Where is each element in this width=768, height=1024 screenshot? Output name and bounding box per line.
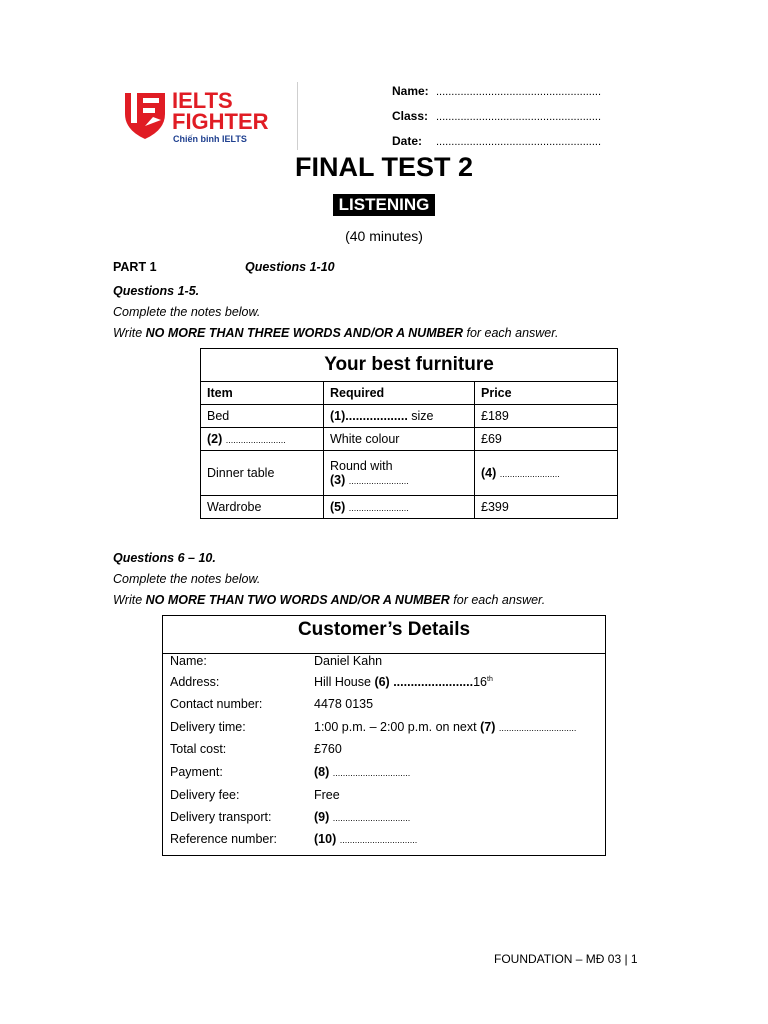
question-number: (1)	[330, 409, 346, 423]
question-number: (5)	[330, 500, 346, 514]
item-text: Bed	[207, 409, 230, 423]
cell-item: Wardrobe	[201, 496, 324, 519]
header-required: Required	[324, 382, 475, 405]
instr-pre: Write	[113, 593, 146, 607]
customer-details-table	[162, 615, 606, 856]
instr-bold: NO MORE THAN THREE WORDS AND/OR A NUMBER	[145, 326, 463, 340]
answer-blank: ...............................	[332, 813, 411, 823]
name-blank: ......................................................	[436, 86, 602, 98]
group2-instruction1: Complete the notes below.	[113, 572, 261, 586]
ordinal-suffix: th	[487, 675, 493, 683]
class-field[interactable]	[392, 109, 601, 123]
row-value: Free	[314, 788, 340, 802]
answer-blank: ........................	[348, 476, 409, 486]
list-item	[163, 742, 605, 762]
list-item	[163, 697, 605, 717]
part-questions: Questions 1-10	[245, 260, 335, 274]
furniture-table-title: Your best furniture	[201, 349, 618, 382]
instr-post: for each answer.	[463, 326, 559, 340]
instr-pre: Write	[113, 326, 146, 340]
answer-8[interactable]	[163, 765, 605, 785]
instr-bold: NO MORE THAN TWO WORDS AND/OR A NUMBER	[145, 593, 450, 607]
name-label: Name:	[392, 84, 429, 98]
group1-instruction2	[113, 326, 558, 340]
answer-blank: ...............................	[498, 723, 577, 733]
question-number: (7)	[480, 720, 496, 734]
req-line1: Round with	[330, 459, 393, 473]
cell-price: £189	[475, 405, 618, 428]
row-key: Name:	[170, 654, 207, 668]
row-pre: 1:00 p.m. – 2:00 p.m. on next	[314, 720, 481, 734]
row-key: Payment:	[170, 765, 223, 779]
customer-table-title: Customer’s Details	[163, 616, 605, 654]
question-number: (10)	[314, 832, 337, 846]
group1-heading: Questions 1-5.	[113, 284, 200, 298]
answer-7[interactable]	[163, 720, 605, 740]
header-price: Price	[475, 382, 618, 405]
group2-instruction2	[113, 593, 545, 607]
furniture-table	[200, 348, 618, 519]
table-row	[201, 405, 618, 428]
section-badge-wrap	[0, 194, 768, 216]
row-value: 4478 0135	[314, 697, 374, 711]
name-field[interactable]	[392, 84, 601, 98]
answer-9[interactable]	[163, 810, 605, 830]
class-label: Class:	[392, 109, 429, 123]
answer-6[interactable]	[163, 675, 605, 695]
page-footer: FOUNDATION – MĐ 03 | 1	[494, 952, 638, 966]
req-text: size	[407, 409, 434, 423]
cell-item: Dinner table	[201, 451, 324, 496]
answer-5[interactable]	[324, 496, 475, 519]
row-key: Delivery fee:	[170, 788, 240, 802]
answer-4[interactable]	[475, 451, 618, 496]
answer-10[interactable]	[163, 832, 605, 852]
instr-post: for each answer.	[449, 593, 546, 607]
question-number: (8)	[314, 765, 330, 779]
row-value: £760	[314, 742, 342, 756]
question-number: (4)	[481, 466, 497, 480]
logo-divider	[297, 82, 298, 150]
date-label: Date:	[392, 134, 423, 148]
header-item: Item	[201, 382, 324, 405]
class-blank: ......................................................	[436, 111, 602, 123]
date-blank: ......................................................	[436, 136, 602, 148]
section-badge: LISTENING	[333, 194, 436, 216]
answer-blank: .......................	[393, 675, 474, 689]
row-key: Delivery time:	[170, 720, 246, 734]
page-title: FINAL TEST 2	[294, 152, 474, 182]
logo-text-ielts: IELTS	[172, 88, 233, 113]
answer-blank: ........................	[225, 435, 286, 445]
table-row	[201, 496, 618, 519]
list-item	[163, 654, 605, 674]
list-item	[163, 788, 605, 808]
group2-heading: Questions 6 – 10.	[113, 551, 216, 565]
logo-tagline: Chiến binh IELTS	[173, 134, 247, 144]
answer-blank: ........................	[499, 469, 560, 479]
question-number: (6)	[374, 675, 390, 689]
row-pre: Hill House	[314, 675, 375, 689]
ielts-fighter-logo	[118, 84, 294, 146]
answer-1[interactable]	[324, 405, 475, 428]
answer-3[interactable]	[324, 451, 475, 496]
cell-item	[201, 405, 324, 428]
answer-2[interactable]	[201, 428, 324, 451]
logo-text-fighter: FIGHTER	[172, 109, 269, 134]
duration-text: (40 minutes)	[345, 228, 423, 244]
question-number: (3)	[330, 473, 346, 487]
row-key: Contact number:	[170, 697, 263, 711]
group1-instruction1: Complete the notes below.	[113, 305, 261, 319]
row-key: Reference number:	[170, 832, 278, 846]
table-header-row	[201, 382, 618, 405]
row-key: Address:	[170, 675, 220, 689]
table-row	[201, 428, 618, 451]
row-key: Delivery transport:	[170, 810, 272, 824]
answer-blank: ...............................	[339, 835, 418, 845]
table-row	[201, 451, 618, 496]
date-field[interactable]	[392, 134, 601, 148]
answer-blank: ...............................	[332, 768, 411, 778]
answer-blank: ........................	[348, 503, 409, 513]
row-key: Total cost:	[170, 742, 227, 756]
question-number: (2)	[207, 432, 223, 446]
cell-price: £69	[475, 428, 618, 451]
row-value: Daniel Kahn	[314, 654, 383, 668]
question-number: (9)	[314, 810, 330, 824]
row-post: 16	[473, 675, 487, 689]
cell-price: £399	[475, 496, 618, 519]
cell-required: White colour	[324, 428, 475, 451]
answer-blank: ..................	[345, 409, 408, 423]
part-label: PART 1	[113, 260, 157, 274]
